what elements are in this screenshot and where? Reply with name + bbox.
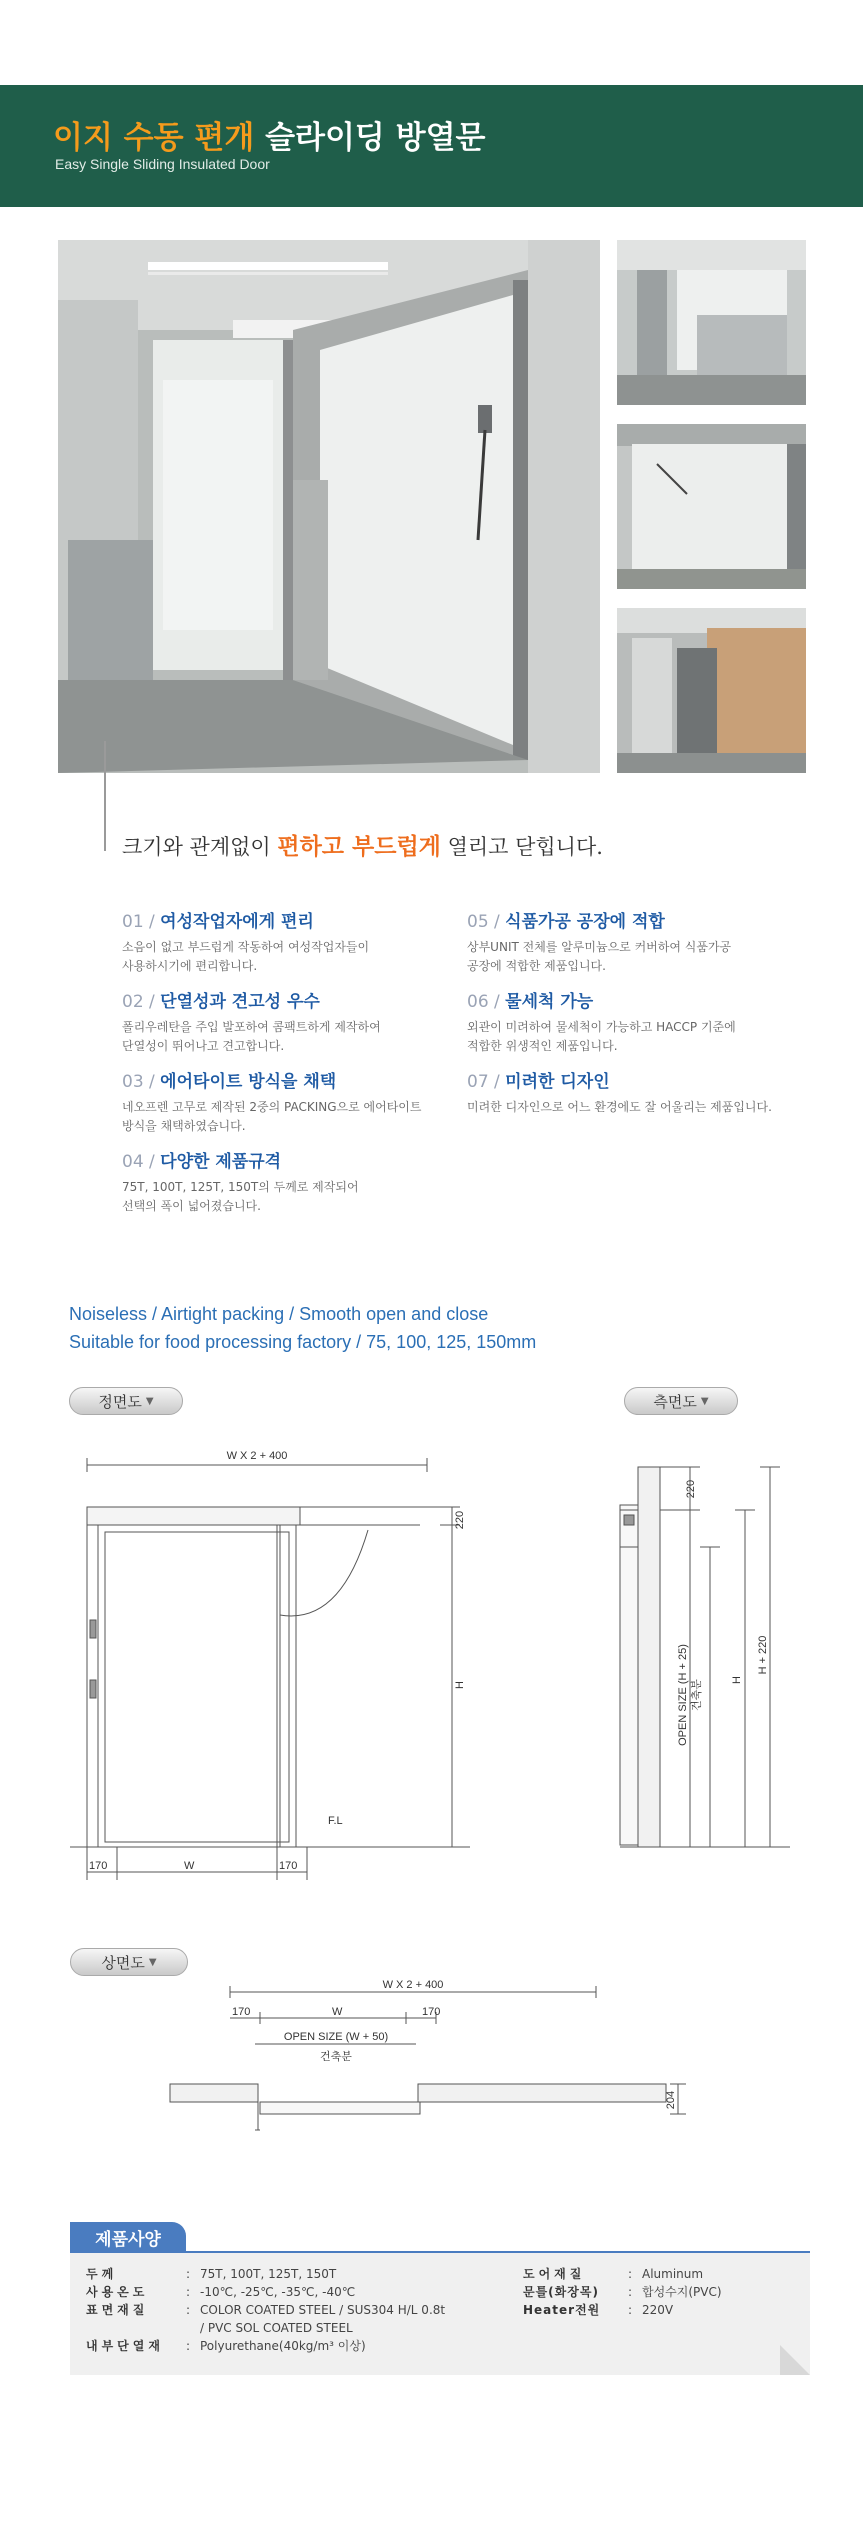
spec-value: 합성수지(PVC) xyxy=(642,2285,722,2299)
feature-desc: 폴리우레탄을 주입 발포하여 콤팩트하게 제작하여 xyxy=(122,1020,381,1034)
top-open-size: OPEN SIZE (W + 50) xyxy=(283,2031,389,2043)
feature-num: 06 / xyxy=(467,992,500,1012)
feature-desc: 상부UNIT 전체를 알루미늄으로 커버하여 식품가공 xyxy=(467,940,732,954)
feature-num: 05 / xyxy=(467,912,500,932)
feature-desc: 소음이 없고 부드럽게 작동하여 여성작업자들이 xyxy=(122,940,370,954)
side-open-note: 건축분 xyxy=(691,1679,703,1711)
english-line-1: Noiseless / Airtight packing / Smooth open and close xyxy=(69,1304,489,1324)
tagline xyxy=(122,828,603,861)
spec-row xyxy=(523,2301,722,2319)
spec-tab-label: 제품사양 xyxy=(95,2229,161,2250)
spec-right-column xyxy=(523,2265,722,2319)
front-left-170: 170 xyxy=(89,1860,108,1872)
spec-row xyxy=(523,2283,722,2301)
feature-title: 다양한 제품규격 xyxy=(160,1152,282,1172)
title-accent: 이지 수동 편개 xyxy=(53,120,255,156)
feature-desc: 미려한 디자인으로 어느 환경에도 잘 어울리는 제품입니다. xyxy=(467,1100,772,1114)
feature-desc: 선택의 폭이 넓어졌습니다. xyxy=(122,1199,261,1213)
spec-row xyxy=(86,2265,445,2283)
spec-tab[interactable] xyxy=(70,2222,186,2252)
feature-desc: 단열성이 뛰어나고 견고합니다. xyxy=(122,1039,285,1053)
front-right-170: 170 xyxy=(279,1860,298,1872)
spec-key: 표면재질 xyxy=(86,2303,149,2317)
front-height: H xyxy=(454,1681,466,1689)
title-rest: 슬라이딩 방열문 xyxy=(265,120,486,156)
spec-row xyxy=(523,2265,722,2283)
feature-desc: 네오프렌 고무로 제작된 2중의 PACKING으로 에어타이트 xyxy=(122,1100,422,1114)
side-photo-2 xyxy=(617,424,806,589)
spec-colon: : xyxy=(186,2339,191,2353)
spec-key: 사용온도 xyxy=(86,2285,149,2299)
spec-key: 두께 xyxy=(86,2267,118,2281)
spec-colon: : xyxy=(628,2267,633,2281)
chevron-down-icon: ▼ xyxy=(148,1956,157,1968)
top-depth: 204 xyxy=(665,2090,677,2110)
front-floor-level: F.L xyxy=(328,1815,343,1827)
spec-colon: : xyxy=(186,2303,191,2317)
spec-value: 220V xyxy=(642,2303,674,2317)
spec-value: / PVC SOL COATED STEEL xyxy=(200,2321,353,2335)
page-subtitle: Easy Single Sliding Insulated Door xyxy=(55,156,270,172)
english-line-2: Suitable for food processing factory / 75, 100, 125, 150mm xyxy=(69,1332,537,1352)
spec-row xyxy=(86,2301,445,2319)
side-height-plus: H + 220 xyxy=(757,1635,769,1675)
top-right-170: 170 xyxy=(422,2006,441,2018)
top-left-170: 170 xyxy=(232,2006,251,2018)
tagline-before: 크기와 관계없이 xyxy=(122,835,278,859)
spec-colon: : xyxy=(628,2303,633,2317)
tagline-after: 열리고 닫힙니다. xyxy=(440,835,603,859)
feature-item xyxy=(467,907,787,976)
spec-row xyxy=(86,2337,445,2355)
spec-value: -10℃, -25℃, -35℃, -40℃ xyxy=(200,2285,356,2299)
feature-desc: 외관이 미려하여 물세척이 가능하고 HACCP 기준에 xyxy=(467,1020,736,1034)
feature-desc: 75T, 100T, 125T, 150T의 두께로 제작되어 xyxy=(122,1180,359,1194)
feature-title: 에어타이트 방식을 채택 xyxy=(160,1072,337,1092)
page-title xyxy=(53,112,485,157)
feature-desc: 적합한 위생적인 제품입니다. xyxy=(467,1039,618,1053)
spec-row xyxy=(86,2319,445,2337)
tagline-divider xyxy=(104,741,106,851)
tagline-emphasis: 편하고 부드럽게 xyxy=(277,834,441,860)
feature-desc: 사용하시기에 편리합니다. xyxy=(122,959,258,973)
front-w: W xyxy=(184,1860,195,1872)
feature-item xyxy=(122,1147,442,1216)
feature-title: 물세척 가능 xyxy=(505,992,594,1012)
feature-item xyxy=(467,1067,827,1117)
feature-num: 07 / xyxy=(467,1072,500,1092)
feature-num: 03 / xyxy=(122,1072,155,1092)
spec-value: 75T, 100T, 125T, 150T xyxy=(200,2267,337,2281)
spec-colon: : xyxy=(186,2285,191,2299)
feature-item xyxy=(467,987,787,1056)
side-height: H xyxy=(731,1676,743,1684)
spec-colon: : xyxy=(628,2285,633,2299)
feature-title: 미려한 디자인 xyxy=(505,1072,610,1092)
feature-item xyxy=(122,1067,442,1136)
front-view-tab[interactable] xyxy=(69,1387,183,1415)
feature-desc: 방식을 채택하였습니다. xyxy=(122,1119,246,1133)
side-photo-3 xyxy=(617,608,806,773)
spec-row xyxy=(86,2283,445,2301)
feature-title: 단열성과 견고성 우수 xyxy=(160,992,320,1012)
feature-title: 식품가공 공장에 적합 xyxy=(505,912,665,932)
top-w: W xyxy=(332,2006,343,2018)
feature-desc: 공장에 적합한 제품입니다. xyxy=(467,959,606,973)
feature-num: 04 / xyxy=(122,1152,155,1172)
feature-title: 여성작업자에게 편리 xyxy=(160,912,314,932)
spec-value: Polyurethane(40kg/m³ 이상) xyxy=(200,2339,366,2353)
feature-item xyxy=(122,987,442,1056)
top-view-drawing xyxy=(160,1980,680,2160)
front-view-drawing xyxy=(60,1440,490,1890)
top-open-note: 건축분 xyxy=(320,2051,352,2063)
spec-corner-fold xyxy=(780,2345,810,2375)
top-width-total: W X 2 + 400 xyxy=(382,1979,444,1991)
side-top-height: 220 xyxy=(685,1479,697,1499)
side-open-size: OPEN SIZE (H + 25) xyxy=(677,1644,689,1746)
chevron-down-icon: ▼ xyxy=(145,1395,154,1407)
top-view-tab[interactable] xyxy=(70,1948,188,1976)
spec-left-column xyxy=(86,2265,445,2355)
spec-key: Heater전원 xyxy=(523,2303,601,2317)
spec-key: 문틀(화장목) xyxy=(523,2285,599,2299)
chevron-down-icon: ▼ xyxy=(700,1395,709,1407)
side-photo-1 xyxy=(617,240,806,405)
spec-key: 도어재질 xyxy=(523,2267,586,2281)
feature-num: 02 / xyxy=(122,992,155,1012)
english-summary xyxy=(69,1300,536,1356)
side-view-label: 측면도 xyxy=(653,1392,697,1411)
spec-key: 내부단열재 xyxy=(86,2339,164,2353)
feature-item xyxy=(122,907,442,976)
spec-value: Aluminum xyxy=(642,2267,704,2281)
main-photo xyxy=(58,240,600,773)
front-top-height: 220 xyxy=(454,1510,466,1530)
side-view-drawing xyxy=(590,1455,830,1855)
spec-colon: : xyxy=(186,2267,191,2281)
top-view-label: 상면도 xyxy=(101,1953,145,1972)
side-view-tab[interactable] xyxy=(624,1387,738,1415)
spec-value: COLOR COATED STEEL / SUS304 H/L 0.8t xyxy=(200,2303,446,2317)
front-width-total: W X 2 + 400 xyxy=(226,1450,288,1462)
feature-num: 01 / xyxy=(122,912,155,932)
front-view-label: 정면도 xyxy=(98,1392,142,1411)
